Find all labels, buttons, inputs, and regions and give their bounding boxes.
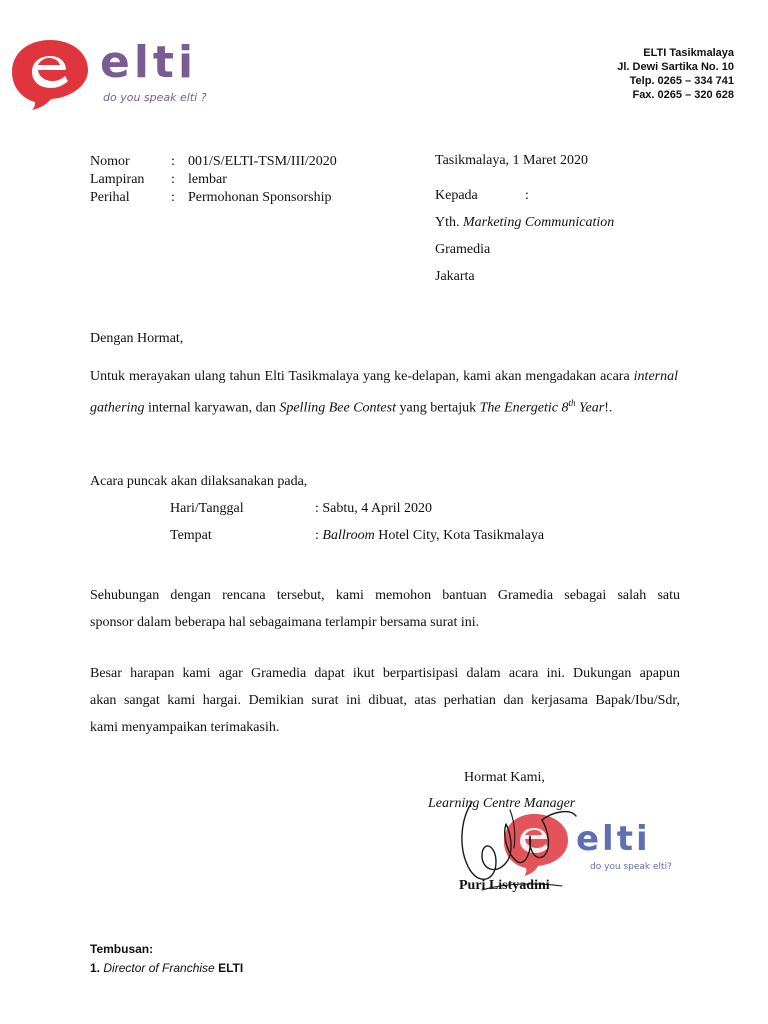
p1-text-a: Untuk merayakan ulang tahun Elti Tasikmalaya yang ke-delapan, kami akan mengadakan acara xyxy=(90,369,630,384)
p1-internal-gathering: internal gathering xyxy=(90,369,679,416)
company-logo xyxy=(8,36,223,110)
letter-date: Tasikmalaya, 1 Maret 2020 xyxy=(435,153,588,168)
kepada-colon: : xyxy=(525,188,529,203)
recipient-position: Marketing Communication xyxy=(463,215,615,230)
recipient-yth: Yth. xyxy=(435,215,460,230)
meta-colon: : xyxy=(171,172,175,187)
p2-line-1: Sehubungan dengan rencana tersebut, kami memohon bantuan Gramedia sebagai salah satu xyxy=(90,588,680,603)
nomor-label: Nomor xyxy=(90,154,130,169)
sender-street: Jl. Dewi Sartika No. 10 xyxy=(617,61,734,73)
p1-superscript: th xyxy=(568,398,576,408)
paragraph-intro xyxy=(90,363,678,422)
tempat-label: Tempat xyxy=(170,528,212,543)
cc-label: Tembusan: xyxy=(90,942,154,956)
paragraph-closing xyxy=(90,660,680,741)
cc-item-rest: ELTI xyxy=(218,961,244,975)
p3-line-3: kami menyampaikan terimakasih. xyxy=(90,720,280,735)
sender-phone: Telp. 0265 – 334 741 xyxy=(629,75,734,87)
stamp-wordmark: elti xyxy=(576,819,651,859)
tempat-rest: Hotel City, Kota Tasikmalaya xyxy=(378,528,545,543)
p1-event-name: The Energetic 8 xyxy=(479,400,569,416)
p1-text-h: !. xyxy=(604,400,613,416)
stamp-tagline: do you speak elti? xyxy=(590,862,672,872)
cc-item-number: 1. xyxy=(90,961,101,975)
sender-name: ELTI Tasikmalaya xyxy=(643,47,734,59)
meta-colon: : xyxy=(171,190,175,205)
closing-regards: Hormat Kami, xyxy=(464,770,545,785)
meta-colon: : xyxy=(171,154,175,169)
recipient-city: Jakarta xyxy=(435,269,475,284)
tempat-colon: : xyxy=(315,528,319,543)
logo-tagline: do you speak elti ? xyxy=(103,91,207,104)
nomor-value: 001/S/ELTI-TSM/III/2020 xyxy=(188,154,337,169)
p1-spelling-bee: Spelling Bee Contest xyxy=(279,400,396,416)
sender-fax: Fax. 0265 – 320 628 xyxy=(632,89,734,101)
p3-line-2: akan sangat kami hargai. Demikian surat ini dibuat, atas perhatian dan kerjasama Bapak/Ibu/Sdr, xyxy=(90,693,680,708)
logo-wordmark: elti xyxy=(100,37,198,88)
p1-text-e: yang bertajuk xyxy=(399,400,477,416)
tempat-ballroom: Ballroom xyxy=(322,528,375,543)
sender-address xyxy=(617,46,734,102)
lampiran-value: lembar xyxy=(188,172,227,187)
event-intro: Acara puncak akan dilaksanakan pada, xyxy=(90,474,308,489)
signer-title: Learning Centre Manager xyxy=(428,796,576,811)
hari-label: Hari/Tanggal xyxy=(170,501,244,516)
p3-line-1: Besar harapan kami agar Gramedia dapat ikut berpartisipasi dalam acara ini. Dukungan apapun xyxy=(90,666,680,681)
cc-item-italic: Director of Franchise xyxy=(103,961,215,975)
kepada-label: Kepada xyxy=(435,188,478,203)
salutation: Dengan Hormat, xyxy=(90,331,184,346)
p1-text-c: internal karyawan, dan xyxy=(147,400,276,416)
p2-line-2: sponsor dalam beberapa hal sebagaimana terlampir bersama surat ini. xyxy=(90,615,480,630)
perihal-label: Perihal xyxy=(90,190,130,205)
recipient-company: Gramedia xyxy=(435,242,491,257)
paragraph-request xyxy=(90,582,680,636)
hari-value: : Sabtu, 4 April 2020 xyxy=(315,501,433,516)
perihal-value: Permohonan Sponsorship xyxy=(188,190,332,205)
cc-item xyxy=(90,961,243,975)
tempat-value xyxy=(315,528,544,544)
signer-name: Puri Listyadini xyxy=(459,878,550,893)
lampiran-label: Lampiran xyxy=(90,172,145,187)
p1-event-year: Year xyxy=(579,400,605,416)
